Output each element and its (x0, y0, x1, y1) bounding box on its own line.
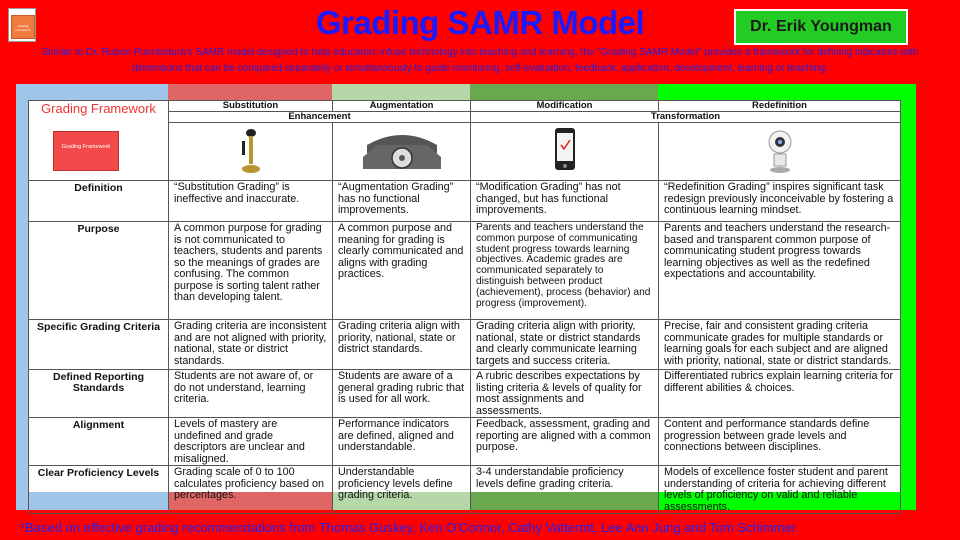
table-row (29, 222, 901, 320)
table-row (29, 320, 901, 370)
proficiency-substitution: Grading scale of 0 to 100 calculates proficiency based on percentages. (169, 466, 333, 514)
footnote: *Based on effective grading recommendations from Thomas Guskey, Ken O'Connor, Cathy Vatterott, Lee Ann Jung and Tom Schimmer (20, 520, 796, 535)
framework-cell (29, 101, 169, 181)
samr-table (28, 100, 901, 514)
group-header-enhancement: Enhancement (169, 112, 471, 123)
column-header-redefinition: Redefinition (659, 101, 901, 112)
row-label-definition: Definition (29, 181, 169, 222)
criteria-augmentation: Grading criteria align with priority, national, state or district standards. (333, 320, 471, 370)
group-header-transformation: Transformation (471, 112, 901, 123)
definition-augmentation: “Augmentation Grading” has no functional improvements. (333, 181, 471, 222)
smartphone-icon (554, 127, 576, 171)
candlestick-telephone-icon (239, 127, 263, 175)
row-label-purpose: Purpose (29, 222, 169, 320)
proficiency-redefinition: Models of excellence foster student and parent understanding of criteria for achieving different levels of proficiency on valid and reliable assessments. (659, 466, 901, 514)
page-title: Grading SAMR Model (315, 4, 645, 41)
proficiency-augmentation: Understandable proficiency levels define grading criteria. (333, 466, 471, 514)
alignment-modification: Feedback, assessment, grading and reporting are aligned with a common purpose. (471, 418, 659, 466)
redefinition-image-cell (659, 123, 901, 181)
framework-box-label: Grading Framework (61, 144, 111, 150)
logo-text: Grading Framework (15, 24, 31, 32)
criteria-redefinition: Precise, fair and consistent grading criteria communicate grades for multiple standards or learning goals for each subject and are aligned with priority, national, state or district standards. (659, 320, 901, 370)
criteria-modification: Grading criteria align with priority, national, state or district standards and clearly communicate learning targets and success criteria. (471, 320, 659, 370)
framework-title: Grading Framework (41, 101, 156, 116)
table-row (29, 466, 901, 514)
definition-substitution: “Substitution Grading” is ineffective and inaccurate. (169, 181, 333, 222)
purpose-substitution: A common purpose for grading is not communicated to teachers, students and parents so the meanings of grades are confusing. The common purpose is sorting talent rather than developing talent. (169, 222, 333, 320)
subtitle: Similar to Dr. Ruben Puentedura's SAMR model designed to help educators infuse technology into teaching and learning, the "Grading SAMR Model" provides a framework for defining indicators with dimensions that can be compared separately or simultaneously to guide monitoring, self-evaluation, feedback, application, development, learning or teaching. (41, 47, 919, 74)
framework-box-icon (53, 131, 119, 171)
rotary-telephone-icon (357, 127, 447, 173)
samr-table-container (28, 100, 900, 513)
table-row (29, 370, 901, 418)
proficiency-modification: 3-4 understandable proficiency levels define grading criteria. (471, 466, 659, 514)
row-label-specific-grading-criteria: Specific Grading Criteria (29, 320, 169, 370)
criteria-substitution: Grading criteria are inconsistent and are not aligned with priority, national, state or district standards. (169, 320, 333, 370)
column-header-modification: Modification (471, 101, 659, 112)
author-badge: Dr. Erik Youngman (734, 9, 908, 45)
row-label-alignment: Alignment (29, 418, 169, 466)
row-label-defined-reporting-standards: Defined Reporting Standards (29, 370, 169, 418)
purpose-redefinition: Parents and teachers understand the research-based and transparent common purpose of communicating student progress towards learning objectives as well as the redefined expectations and accountability. (659, 222, 901, 320)
alignment-augmentation: Performance indicators are defined, aligned and understandable. (333, 418, 471, 466)
table-row (29, 181, 901, 222)
table-header-row (29, 101, 901, 112)
table-row (29, 418, 901, 466)
definition-modification: “Modification Grading” has not changed, but has functional improvements. (471, 181, 659, 222)
column-header-augmentation: Augmentation (333, 101, 471, 112)
row-label-clear-proficiency-levels: Clear Proficiency Levels (29, 466, 169, 514)
reporting-redefinition: Differentiated rubrics explain learning criteria for different abilities & choices. (659, 370, 901, 418)
purpose-augmentation: A common purpose and meaning for grading is clearly communicated and aligns with grading practices. (333, 222, 471, 320)
reporting-modification: A rubric describes expectations by listing criteria & levels of quality for most assignments and assessments. (471, 370, 659, 418)
modification-image-cell (471, 123, 659, 181)
augmentation-image-cell (333, 123, 471, 181)
column-header-substitution: Substitution (169, 101, 333, 112)
purpose-modification: Parents and teachers understand the common purpose of communicating student progress towards learning objectives. Academic grades are communicated separately to distinguish between product (achievement), process (behavior) and progress (improvement). (471, 222, 659, 320)
alignment-substitution: Levels of mastery are undefined and grade descriptors are unclear and misaligned. (169, 418, 333, 466)
definition-redefinition: “Redefinition Grading” inspires significant task redesign previously inconceivable by fostering a continuous learning mindset. (659, 181, 901, 222)
alignment-redefinition: Content and performance standards define progression between grade levels and connections between disciplines. (659, 418, 901, 466)
substitution-image-cell (169, 123, 333, 181)
reporting-augmentation: Students are aware of a general grading rubric that is used for all work. (333, 370, 471, 418)
reporting-substitution: Students are not aware of, or do not understand, learning criteria. (169, 370, 333, 418)
robot-icon (760, 127, 800, 175)
